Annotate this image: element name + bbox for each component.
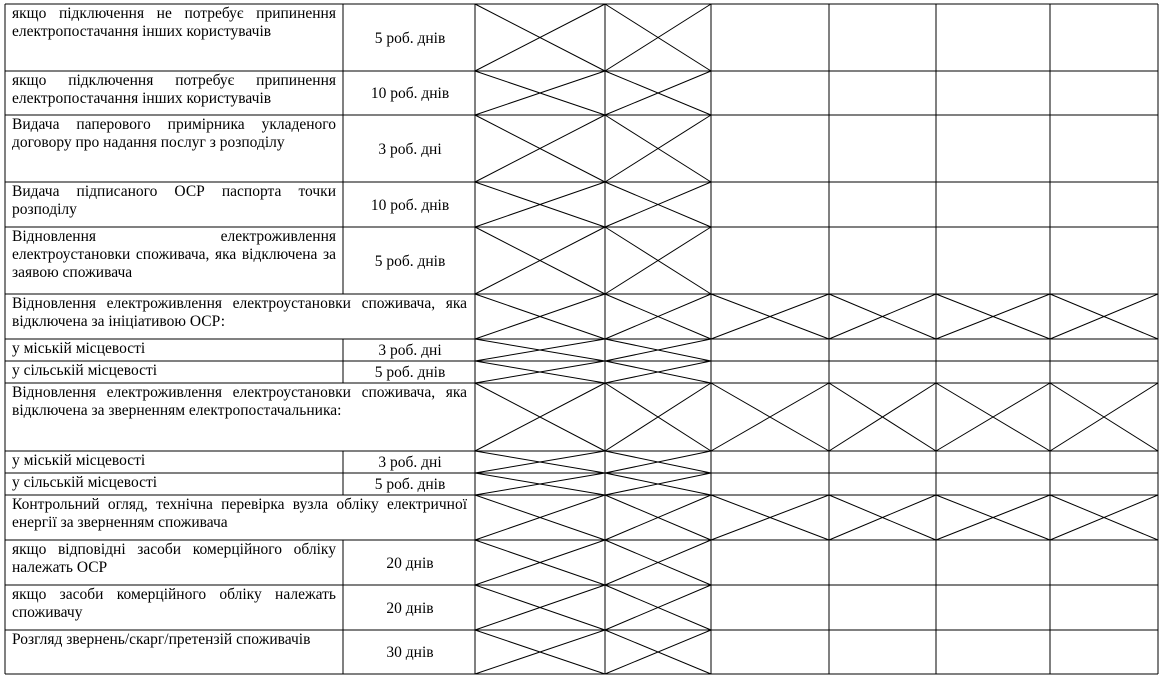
row-term: 3 роб. дні: [378, 454, 442, 471]
row-label: Відновлення електроживлення електроустановки споживача, яка відключена за заявою споживача: [12, 228, 336, 281]
row-term: 20 днів: [386, 554, 434, 572]
row-label: Видача підписаного ОСР паспорта точки розподілу: [12, 183, 336, 218]
row-label: якщо підключення потребує припинення електропостачання інших користувачів: [12, 72, 336, 107]
row-label: Видача паперового примірника укладеного договору про надання послуг з розподілу: [12, 116, 336, 151]
row-term: 3 роб. дні: [378, 342, 442, 359]
row-label: якщо засоби комерційного обліку належать споживачу: [12, 586, 336, 621]
row-term: 30 днів: [386, 644, 434, 661]
row-label: у міській місцевості: [12, 452, 146, 469]
row-label: Контрольний огляд, технічна перевірка вузла обліку електричної енергії за зверненням споживача: [12, 496, 467, 531]
row-label: якщо відповідні засоби комерційного обліку належать ОСР: [12, 541, 336, 576]
row-term: 20 днів: [386, 599, 434, 617]
row-label: якщо підключення не потребує припинення електропостачання інших користувачів: [12, 5, 336, 40]
row-label: Розгляд звернень/скарг/претензій споживачів: [12, 631, 311, 648]
row-term: 5 роб. днів: [374, 364, 446, 381]
row-term: 5 роб. днів: [374, 29, 446, 47]
row-term: 3 роб. дні: [378, 140, 442, 158]
row-term: 5 роб. днів: [374, 476, 446, 493]
row-label: у міській місцевості: [12, 340, 146, 357]
row-label: Відновлення електроживлення електроустановки споживача, яка відключена за ініціативою ОСР:: [12, 295, 467, 330]
row-label: у сільській місцевості: [12, 474, 158, 491]
row-label: Відновлення електроживлення електроустановки споживача, яка відключена за зверненням електропостачальника:: [12, 384, 467, 419]
row-term: 5 роб. днів: [374, 252, 446, 270]
row-term: 10 роб. днів: [370, 85, 450, 102]
row-label: у сільській місцевості: [12, 362, 158, 379]
row-term: 10 роб. днів: [370, 196, 450, 214]
